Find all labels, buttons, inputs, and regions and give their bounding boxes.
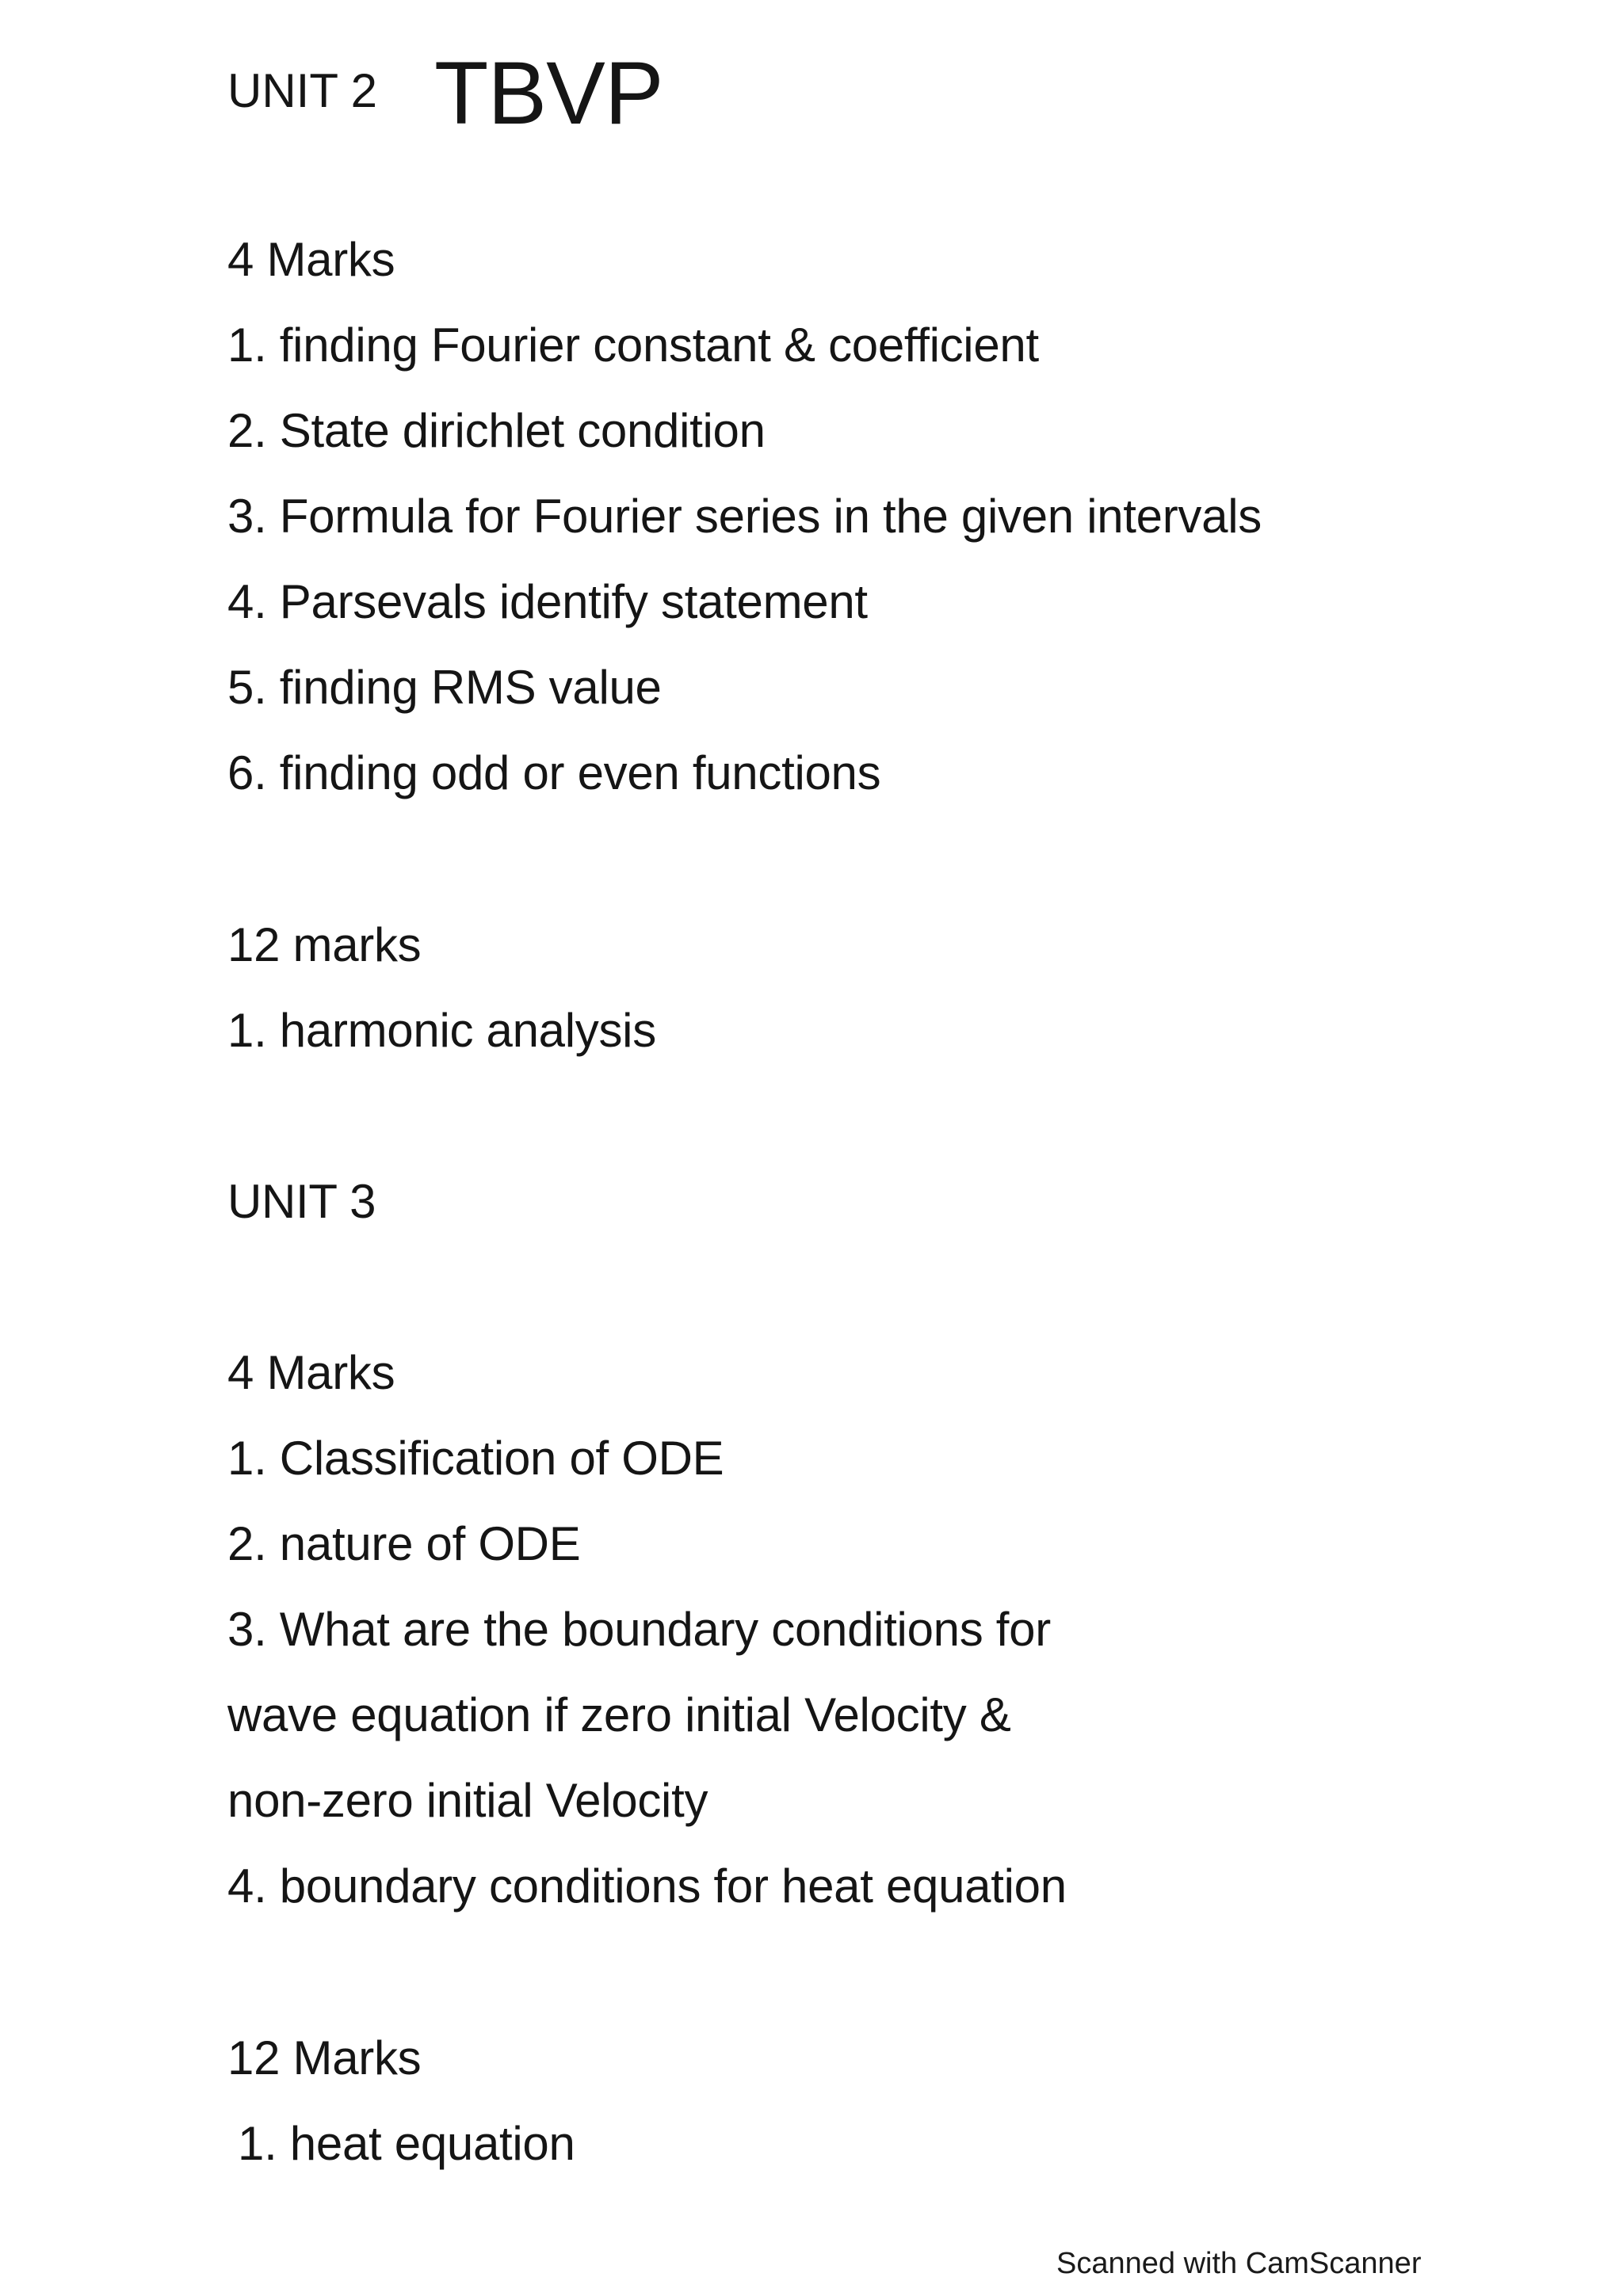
unit2-4marks-item-2: 2. State dirichlet condition: [227, 404, 766, 457]
unit2-title: TBVP: [434, 44, 663, 143]
unit3-4marks-item-3-line-3: non-zero initial Velocity: [227, 1774, 708, 1827]
unit2-4marks-item-5: 5. finding RMS value: [227, 661, 662, 714]
unit3-4marks-item-4: 4. boundary conditions for heat equation: [227, 1859, 1067, 1913]
unit2-4marks-item-1: 1. finding Fourier constant & coefficient: [227, 318, 1039, 372]
unit2-4marks-item-3: 3. Formula for Fourier series in the given intervals: [227, 490, 1262, 543]
unit3-4marks-item-2: 2. nature of ODE: [227, 1517, 581, 1570]
unit3-label: UNIT 3: [227, 1175, 376, 1228]
unit3-4marks-item-3-line-1: 3. What are the boundary conditions for: [227, 1603, 1051, 1656]
unit2-12marks-heading: 12 marks: [227, 918, 422, 971]
unit3-4marks-item-1: 1. Classification of ODE: [227, 1432, 724, 1485]
unit2-4marks-item-4: 4. Parsevals identify statement: [227, 575, 868, 628]
unit2-4marks-item-6: 6. finding odd or even functions: [227, 746, 881, 799]
unit3-4marks-heading: 4 Marks: [227, 1346, 395, 1399]
unit3-12marks-item-1: 1. heat equation: [238, 2117, 575, 2170]
unit2-4marks-heading: 4 Marks: [227, 233, 395, 286]
unit2-12marks-item-1: 1. harmonic analysis: [227, 1004, 656, 1057]
unit3-12marks-heading: 12 Marks: [227, 2031, 422, 2084]
scanner-watermark: Scanned with CamScanner: [1056, 2247, 1422, 2280]
unit3-4marks-item-3-line-2: wave equation if zero initial Velocity &: [227, 1688, 1011, 1741]
unit2-label: UNIT 2: [227, 64, 377, 117]
